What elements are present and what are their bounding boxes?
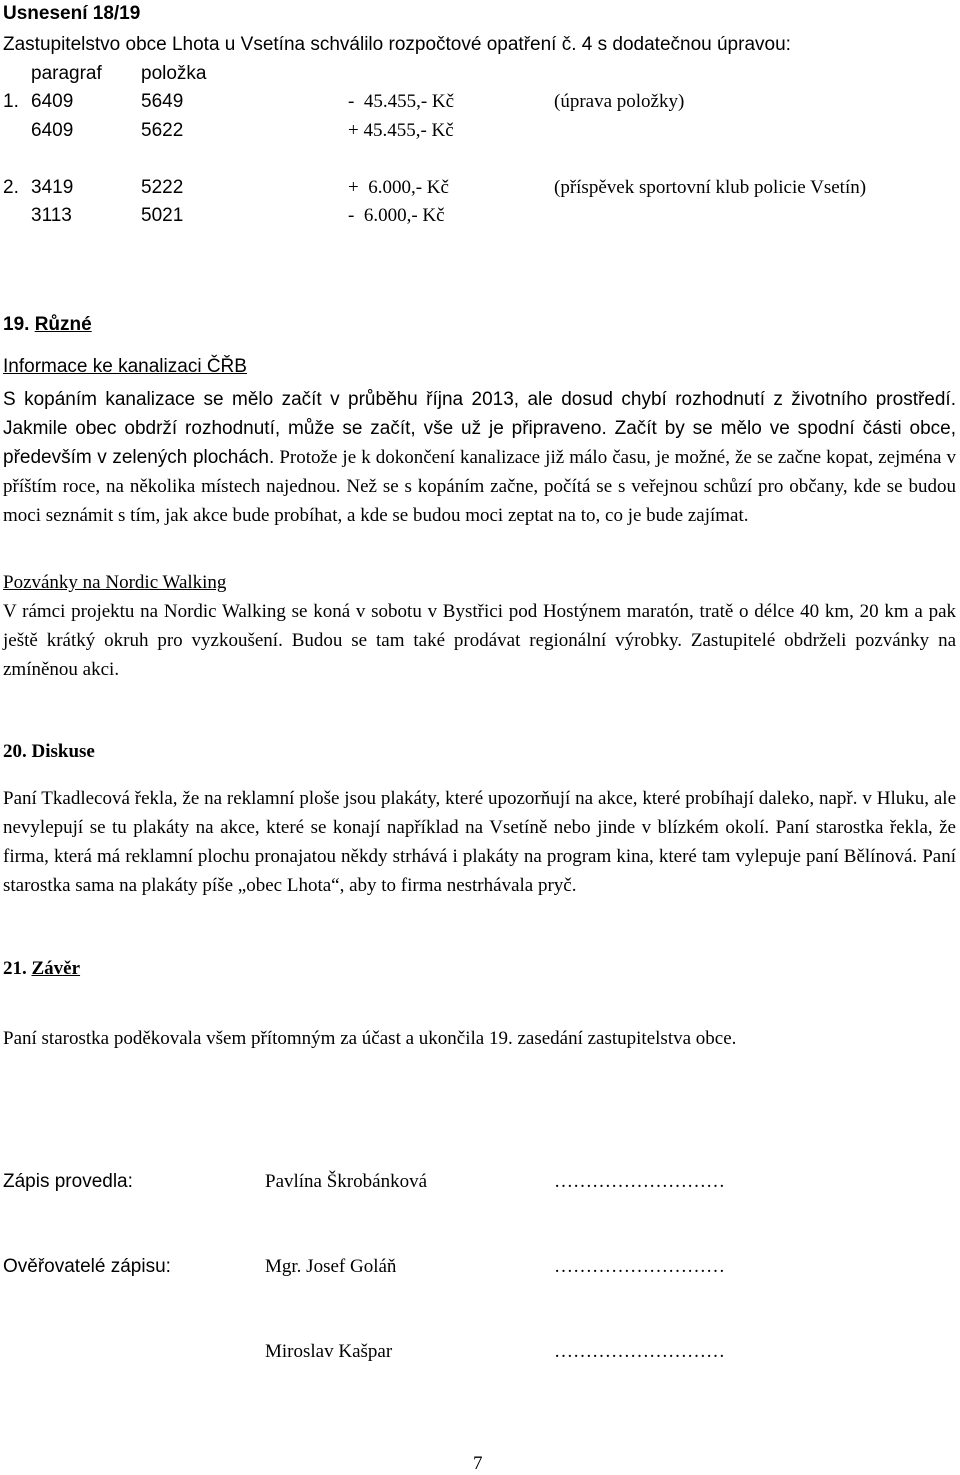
row-paragraf: 3419 [31, 177, 74, 198]
section-20-heading: 20. Diskuse [3, 741, 95, 762]
row-polozka: 5021 [141, 205, 184, 226]
section-21-title: Závěr [31, 958, 81, 979]
row-number: 1. [3, 91, 19, 112]
row-paragraf: 6409 [31, 120, 74, 141]
row-polozka: 5649 [141, 91, 184, 112]
resolution-text: Zastupitelstvo obce Lhota u Vsetína schválilo rozpočtové opatření č. 4 s dodatečnou úpravou: [3, 34, 791, 55]
row-number: 2. [3, 177, 19, 198]
row-amount: + 45.455,- Kč [348, 120, 454, 141]
row-amount: - 6.000,- Kč [348, 205, 445, 226]
kanalizace-text-part-c: Než se s kopáním začne, počítá se s veřejnou schůzí pro občany, kde se budou moci seznámit s tím, jak akce bude probíhat, a kde se budou moci zeptat na to, co je bude zajímat. [3, 476, 956, 526]
signature-label: Ověřovatelé zápisu: [3, 1256, 171, 1277]
section-19-heading [3, 314, 92, 336]
signature-line: ……………………… [554, 1256, 725, 1277]
subsection-nordic-text: V rámci projektu na Nordic Walking se koná v sobotu v Bystřici pod Hostýnem maratón, tratě o délce 40 km, 20 km a pak ještě krátký okruh pro vyzkoušení. Budou se tam také prodávat regionální výrobky. Zastupitelé obdrželi pozvánky na zmíněnou akci. [3, 601, 956, 680]
section-21-number: 21. [3, 958, 27, 979]
signature-name: Pavlína Škrobánková [265, 1171, 428, 1192]
subsection-kanalizace-heading: Informace ke kanalizaci ČŘB [3, 356, 247, 377]
row-polozka: 5622 [141, 120, 184, 141]
section-20-text: Paní Tkadlecová řekla, že na reklamní ploše jsou plakáty, které upozorňují na akce, které probíhají daleko, např. v Hluku, ale nevylepují se tu plakáty na akce, které se konají například na Vsetíně nebo jinde v blízkém okolí. Paní starostka řekla, že firma, která má reklamní plochu pronajatou někdy strhává i plakáty na program kina, které tam vylepuje paní Bělínová. Paní starostka sama na plakáty píše „obec Lhota“, aby to firma nestrhávala pryč. [3, 788, 956, 896]
signature-name: Miroslav Kašpar [265, 1341, 393, 1362]
section-21-heading [3, 958, 80, 980]
page-number: 7 [473, 1453, 483, 1474]
row-note: (úprava položky) [554, 91, 685, 112]
section-19-title: Různé [34, 314, 92, 335]
row-note: (příspěvek sportovní klub policie Vsetín) [554, 177, 867, 198]
row-amount: + 6.000,- Kč [348, 177, 449, 198]
section-19-number: 19. [3, 314, 30, 335]
signature-name: Mgr. Josef Goláň [265, 1256, 397, 1277]
row-paragraf: 6409 [31, 91, 74, 112]
signature-label: Zápis provedla: [3, 1171, 133, 1192]
column-header-paragraf: paragraf [31, 63, 102, 84]
row-amount: - 45.455,- Kč [348, 91, 455, 112]
subsection-kanalizace-text [3, 356, 956, 530]
section-21-text: Paní starostka poděkovala všem přítomným za účast a ukončila 19. zasedání zastupitelstva obce. [3, 1028, 737, 1049]
kanalizace-text-part-b: Protože je k dokončení kanalizace již málo času, je možné, že se začne kopat, zejména v příštím roce, na několika místech najednou. [3, 447, 956, 497]
subsection-nordic-heading: Pozvánky na Nordic Walking [3, 572, 227, 593]
row-paragraf: 3113 [31, 205, 72, 226]
signature-line: ……………………… [554, 1341, 725, 1362]
kanalizace-text-part-a: S kopáním kanalizace se mělo začít v průběhu října 2013, ale dosud chybí rozhodnutí z životního prostředí. Jakmile obec obdrží rozhodnutí, může se začít, vše už je připraveno. Začít by se mělo ve spodní části obce, především v zelených plochách. [3, 389, 956, 468]
signature-line: ……………………… [554, 1171, 725, 1192]
row-polozka: 5222 [141, 177, 184, 198]
resolution-title: Usnesení 18/19 [3, 3, 141, 24]
column-header-polozka: položka [141, 63, 207, 84]
